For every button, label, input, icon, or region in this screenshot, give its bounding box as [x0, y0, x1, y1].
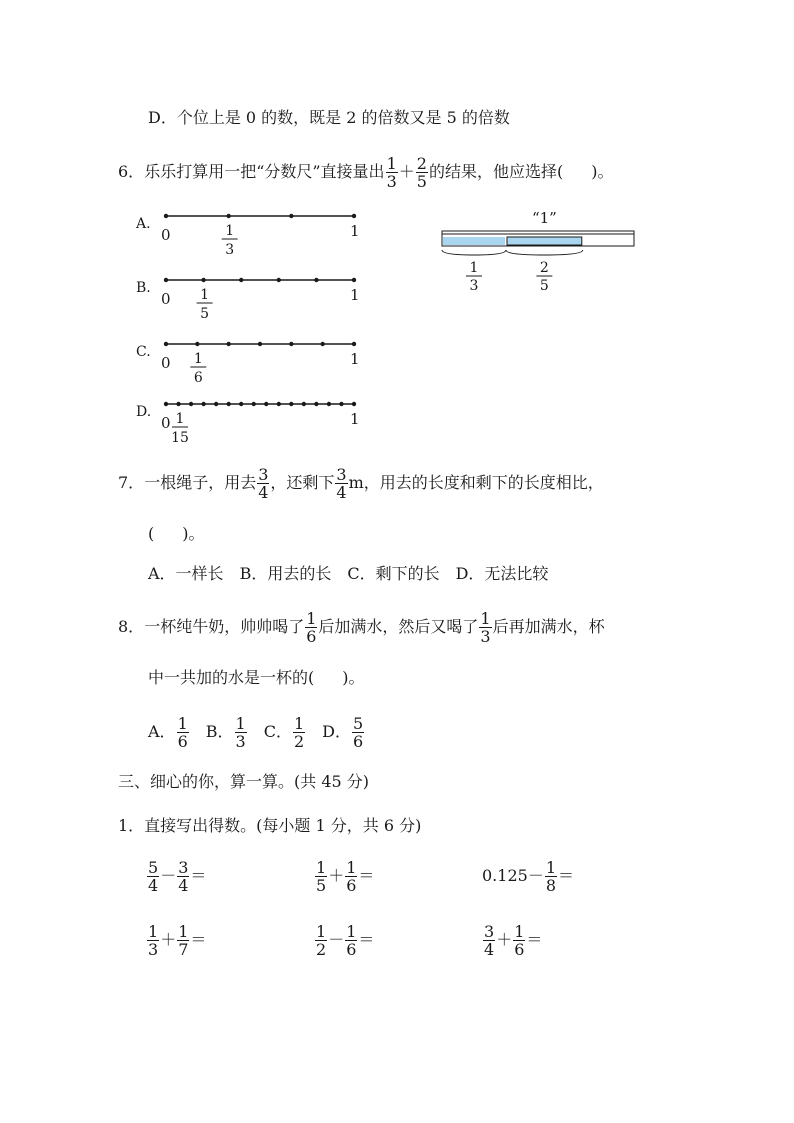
division-point [164, 214, 168, 218]
division-point [277, 278, 281, 282]
calc-item-1: $\frac{5}{4}$ － $\frac{3}{4}$ ＝ [148, 857, 207, 895]
number-line-option-d[interactable] [136, 402, 360, 446]
division-point [264, 402, 268, 406]
calc-item-2: $\frac{1}{5}$ ＋ $\frac{1}{6}$ ＝ [316, 857, 375, 895]
option-label: A. [136, 216, 151, 232]
calc-item-4: $\frac{1}{3}$ ＋ $\frac{1}{7}$ ＝ [148, 921, 207, 959]
division-point [352, 342, 356, 346]
q6-question: 6． 乐乐打算用一把“分数尺”直接量出 $\frac{1}{3}$ ＋ $\frac{2}{5}$ 的结果，他应选择( )。 [118, 153, 614, 191]
division-point [226, 214, 230, 218]
division-point [352, 214, 356, 218]
division-point [201, 402, 205, 406]
option-label: C. [136, 344, 151, 360]
q7-options [148, 564, 548, 584]
option-label: D. [136, 404, 152, 420]
division-point [289, 214, 293, 218]
start-label: 0 [161, 290, 171, 308]
start-label: 0 [161, 226, 171, 244]
section-3-title: 三、细心的你，算一算。(共 45 分) [118, 772, 370, 791]
q8-option-d[interactable]: D． $\frac{5}{6}$ [322, 713, 364, 751]
q8-answer-line: 中一共加的水是一杯的( )。 [148, 668, 365, 687]
calc-item-5: $\frac{1}{2}$ － $\frac{1}{6}$ ＝ [316, 921, 375, 959]
part-2-brace [506, 250, 583, 255]
division-point [314, 278, 318, 282]
division-point [201, 278, 205, 282]
q7-option-a[interactable]: A．一样长 [148, 564, 224, 583]
part-2-fraction-numerator: 2 [539, 260, 549, 276]
division-point [164, 278, 168, 282]
part-2-fraction-denominator: 5 [539, 278, 549, 294]
division-point [352, 278, 356, 282]
q5-option-d: D．个位上是 0 的数，既是 2 的倍数又是 5 的倍数 [148, 108, 510, 127]
division-point [302, 402, 306, 406]
q6-fraction-bar-diagram [436, 206, 646, 296]
part-1-brace [442, 250, 506, 255]
q8-fraction-2: $\frac{1}{3}$ [480, 608, 491, 646]
division-point [352, 402, 356, 406]
part-1-fraction-denominator: 3 [469, 278, 479, 294]
division-point [314, 402, 318, 406]
q7-answer-line: ( )。 [148, 524, 205, 543]
fraction-denominator: 3 [225, 242, 235, 258]
start-label: 0 [161, 354, 171, 372]
division-point [226, 342, 230, 346]
division-point [289, 342, 293, 346]
division-point [327, 402, 331, 406]
number-line-option-b[interactable] [136, 278, 360, 322]
division-point [320, 342, 324, 346]
fraction-denominator: 5 [200, 306, 210, 322]
division-point [164, 402, 168, 406]
s3-q1-title: 1．直接写出得数。(每小题 1 分，共 6 分) [118, 816, 422, 835]
q8-option-b[interactable]: B． $\frac{1}{3}$ [205, 713, 246, 751]
fraction-denominator: 6 [193, 370, 203, 386]
start-label: 0 [161, 414, 171, 432]
end-label: 1 [350, 286, 360, 304]
q6-fraction-2: $\frac{2}{5}$ [416, 153, 427, 191]
fraction-numerator: 1 [193, 351, 203, 367]
q8-fraction-1: $\frac{1}{6}$ [306, 608, 317, 646]
division-point [239, 278, 243, 282]
option-label: B. [136, 280, 151, 296]
q7-question: 7． 一根绳子，用去 $\frac{3}{4}$ ，还剩下 $\frac{3}{4}$ m，用去的长度和剩下的长度相比， [118, 464, 604, 502]
division-point [252, 402, 256, 406]
q8-question: 8． 一杯纯牛奶，帅帅喝了 $\frac{1}{6}$ 后加满水，然后又喝了 $\frac{1}{3}$ 后再加满水，杯 [118, 608, 605, 646]
division-point [164, 342, 168, 346]
end-label: 1 [350, 350, 360, 368]
q8-option-c[interactable]: C． $\frac{1}{2}$ [263, 713, 305, 751]
division-point [277, 402, 281, 406]
part-1-fraction-numerator: 1 [469, 260, 479, 276]
q6-number-line-options [120, 200, 380, 450]
fraction-numerator: 1 [225, 223, 235, 239]
q7-option-d[interactable]: D．无法比较 [455, 564, 549, 583]
q6-fraction-1: $\frac{1}{3}$ [386, 153, 397, 191]
division-point [189, 402, 193, 406]
q7-option-c[interactable]: C．剩下的长 [347, 564, 440, 583]
end-label: 1 [350, 222, 360, 240]
division-point [195, 342, 199, 346]
fraction-numerator: 1 [175, 411, 185, 427]
q8-option-a[interactable]: A． $\frac{1}{6}$ [148, 713, 188, 751]
division-point [239, 402, 243, 406]
calc-item-6: $\frac{3}{4}$ ＋ $\frac{1}{6}$ ＝ [484, 921, 543, 959]
fraction-numerator: 1 [200, 287, 210, 303]
fraction-denominator: 15 [171, 430, 189, 446]
bar-part-2 [507, 237, 582, 245]
q8-options [148, 710, 365, 754]
division-point [289, 402, 293, 406]
bar-part-1 [443, 237, 505, 245]
number-line-option-c[interactable] [136, 342, 360, 386]
end-label: 1 [350, 410, 360, 428]
q7-option-b[interactable]: B．用去的长 [239, 564, 332, 583]
division-point [258, 342, 262, 346]
number-line-option-a[interactable] [135, 214, 360, 258]
calc-item-3: 0.125 － $\frac{1}{8}$ ＝ [482, 857, 575, 895]
q7-fraction-1: $\frac{3}{4}$ [258, 464, 269, 502]
division-point [214, 402, 218, 406]
division-point [176, 402, 180, 406]
division-point [339, 402, 343, 406]
division-point [226, 402, 230, 406]
q7-fraction-2: $\frac{3}{4}$ [336, 464, 347, 502]
bar-total-label: “1” [531, 209, 557, 227]
